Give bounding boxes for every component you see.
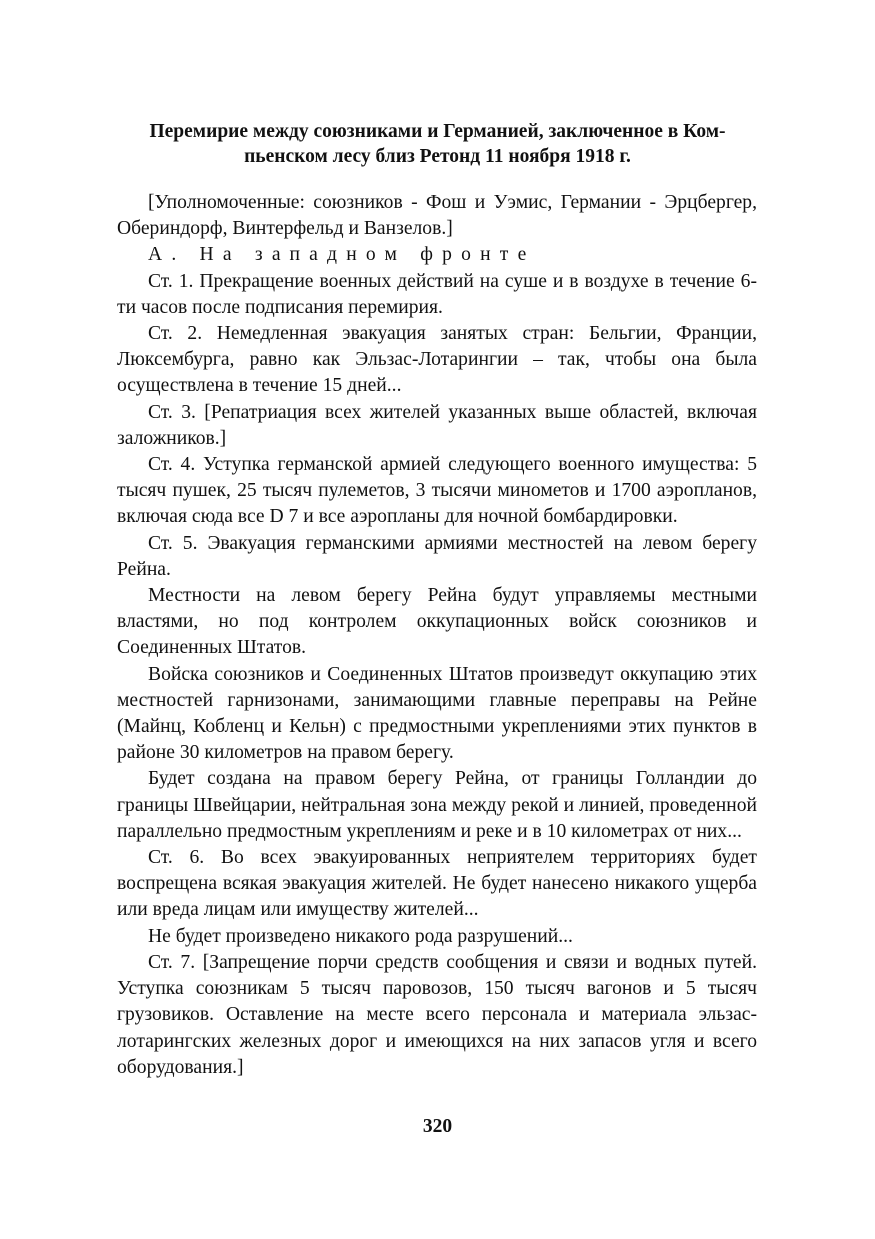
paragraph-article-6: Ст. 6. Во всех эвакуированных неприятелем территориях будет воспрещена всякая эвакуация жителей. Не будет нанесено никакого ущерба или вреда лицам или имуществу жителей... [117, 847, 757, 921]
paragraph-plenipotentiaries: [Уполномоченные: союзников - Фош и Уэмис, Германии - Эрцбергер, Обериндорф, Винтерфельд и Ванзелов.] [117, 192, 757, 240]
paragraph-article-1: Ст. 1. Прекращение военных действий на суше и в воздухе в течение 6-ти часов после подписания перемирия. [117, 270, 757, 318]
paragraph-article-4: Ст. 4. Уступка германской армией следующего военного имущества: 5 тысяч пушек, 25 тысяч пулеметов, 3 тысячи минометов и 1700 аэропланов, включая сюда все D 7 и все аэропланы для ночной бомбардировки. [117, 454, 757, 528]
paragraph-article-7: Ст. 7. [Запрещение порчи средств сообщения и связи и водных путей. Уступка союзникам 5 тысяч паровозов, 150 тысяч вагонов и 5 тысяч грузовиков. Оставление на месте всего персонала и материала эльзас-лотарингских железных дорог и имеющихся на них запасов угля и всего оборудования.] [117, 951, 757, 1078]
paragraph-neutral-zone: Будет создана на правом берегу Рейна, от границы Голландии до границы Швейцарии, нейтральная зона между рекой и линией, проведенной параллельно предмостным укреплениям и реке и в 10 километрах от них... [117, 768, 757, 842]
document-title [100, 119, 775, 169]
paragraph-no-destruction: Не будет произведено никакого рода разрушений... [148, 925, 573, 947]
paragraph-article-3: Ст. 3. [Репатриация всех жителей указанных выше областей, включая заложников.] [117, 401, 757, 449]
paragraph-occupation: Войска союзников и Соединенных Штатов произведут оккупацию этих местностей гарнизонами, занимающими главные переправы на Рейне (Майнц, Кобленц и Кельн) с предмостными укреплениями этих пунктов в районе 30 километров на правом берегу. [117, 663, 757, 764]
paragraph-left-bank-administration: Местности на левом берегу Рейна будут управляемы местными властями, но под контролем оккупационных войск союзников и Соединенных Штатов. [117, 585, 757, 659]
title-line-2: пьенском лесу близ Ретонд 11 ноября 1918 г. [244, 146, 631, 167]
paragraph-article-5: Ст. 5. Эвакуация германскими армиями местностей на левом берегу Рейна. [117, 532, 757, 580]
paragraph-article-2: Ст. 2. Немедленная эвакуация занятых стран: Бельгии, Франции, Люксембурга, равно как Эльзас-Лотарингии – так, чтобы она была осуществлена в течение 15 дней... [117, 323, 757, 397]
document-body [117, 190, 757, 1081]
section-heading-western-front: А. На западном фронте [148, 244, 536, 266]
page-number: 320 [422, 1116, 453, 1137]
title-line-1: Перемирие между союзниками и Германией, заключенное в Ком- [149, 121, 726, 142]
